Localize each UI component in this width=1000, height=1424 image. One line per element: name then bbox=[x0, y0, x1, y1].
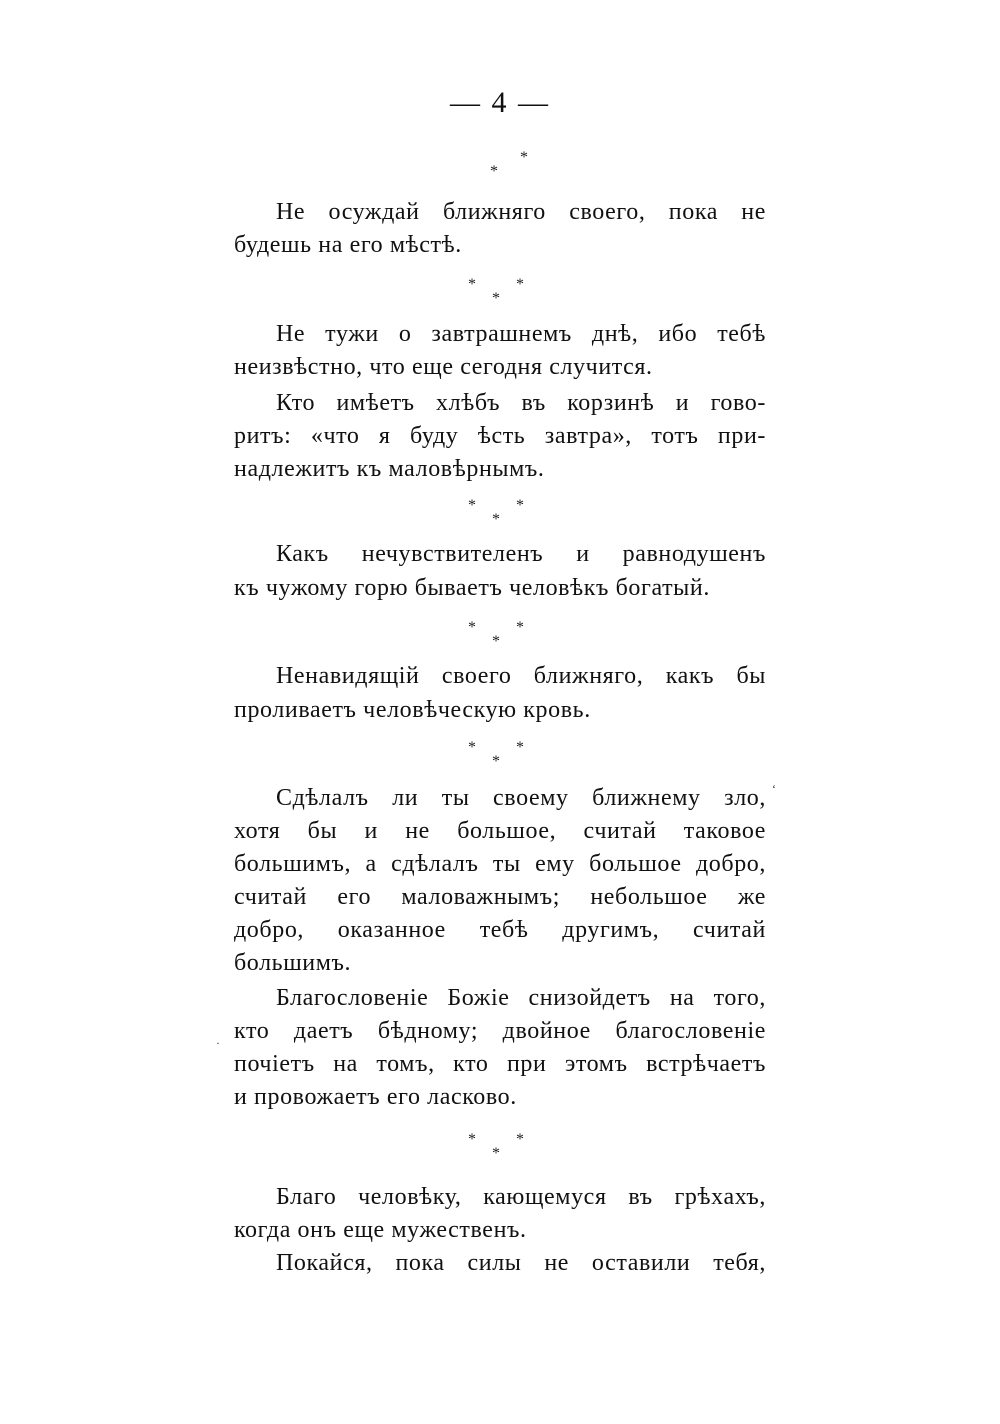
paragraph-3-line-2: ритъ: «что я буду ѣсть завтра», тотъ при- bbox=[234, 423, 766, 449]
paragraph-6-line-1: Сдѣлалъ ли ты своему ближнему зло, bbox=[276, 785, 766, 811]
paragraph-2-line-2: неизвѣстно, что еще сегодня случится. bbox=[234, 354, 653, 380]
scan-speck: ‘ bbox=[772, 782, 776, 796]
asterism-divider: * * bbox=[490, 149, 528, 180]
paragraph-9-line-1: Покайся, пока силы не оставили тебя, bbox=[276, 1250, 766, 1276]
paragraph-4-line-2: къ чужому горю бываетъ человѣкъ богатый. bbox=[234, 575, 710, 601]
paragraph-7-line-4: и провожаетъ его ласково. bbox=[234, 1084, 517, 1110]
page-number: — 4 — bbox=[450, 86, 550, 119]
paragraph-8-line-1: Благо человѣку, кающемуся въ грѣхахъ, bbox=[276, 1184, 766, 1210]
paragraph-6-line-6: большимъ. bbox=[234, 950, 352, 976]
paragraph-7-line-2: кто даетъ бѣдному; двойное благословеніе bbox=[234, 1018, 766, 1044]
paragraph-5-line-2: проливаетъ человѣческую кровь. bbox=[234, 697, 591, 723]
scan-speck: · bbox=[216, 1036, 220, 1050]
paragraph-2-line-1: Не тужи о завтрашнемъ днѣ, ибо тебѣ bbox=[276, 321, 766, 347]
asterism-divider: * * * bbox=[468, 276, 524, 307]
paragraph-6-line-2: хотя бы и не большое, считай таковое bbox=[234, 818, 766, 844]
paragraph-7-line-3: почіетъ на томъ, кто при этомъ встрѣчаетъ bbox=[234, 1051, 766, 1077]
asterism-divider: * * * bbox=[468, 497, 524, 528]
paragraph-1-line-2: будешь на его мѣстѣ. bbox=[234, 232, 462, 258]
asterism-divider: * * * bbox=[468, 1131, 524, 1162]
paragraph-3-line-3: надлежитъ къ маловѣрнымъ. bbox=[234, 456, 545, 482]
asterism-divider: * * * bbox=[468, 739, 524, 770]
paragraph-7-line-1: Благословеніе Божіе снизойдетъ на того, bbox=[276, 985, 766, 1011]
paragraph-6-line-5: добро, оказанное тебѣ другимъ, считай bbox=[234, 917, 766, 943]
paragraph-5-line-1: Ненавидящій своего ближняго, какъ бы bbox=[276, 663, 766, 689]
paragraph-6-line-3: большимъ, а сдѣлалъ ты ему большое добро, bbox=[234, 851, 766, 877]
paragraph-6-line-4: считай его маловажнымъ; небольшое же bbox=[234, 884, 766, 910]
paragraph-3-line-1: Кто имѣетъ хлѣбъ въ корзинѣ и гово- bbox=[276, 390, 766, 416]
paragraph-4-line-1: Какъ нечувствителенъ и равнодушенъ bbox=[276, 541, 766, 567]
paragraph-1-line-1: Не осуждай ближняго своего, пока не bbox=[276, 199, 766, 225]
asterism-divider: * * * bbox=[468, 619, 524, 650]
paragraph-8-line-2: когда онъ еще мужественъ. bbox=[234, 1217, 527, 1243]
